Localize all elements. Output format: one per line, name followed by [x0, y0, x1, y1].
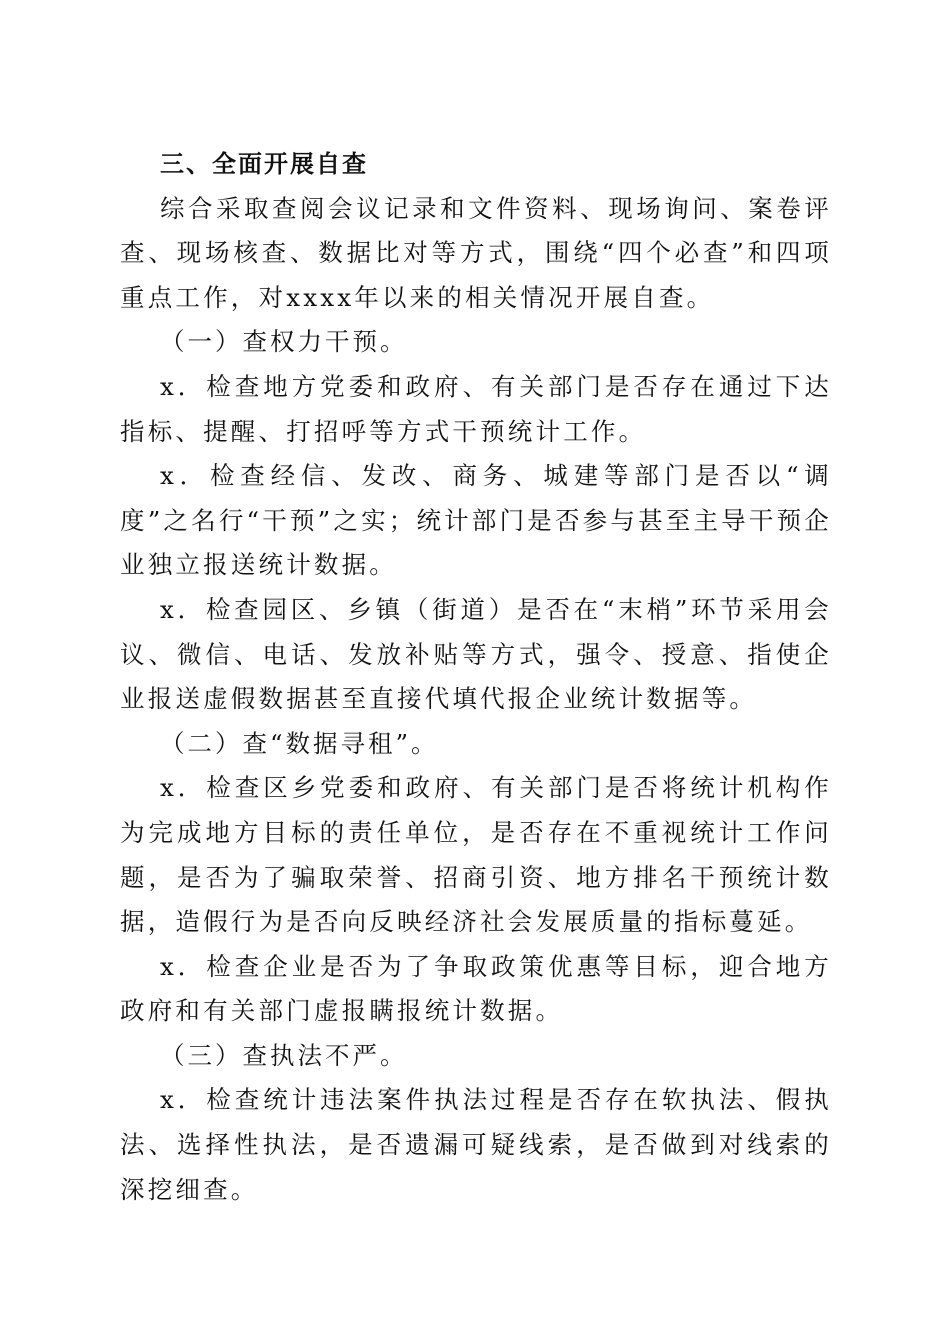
list-item: x．检查区乡党委和政府、有关部门是否将统计机构作为完成地方目标的责任单位，是否存在不重视统计工作问题，是否为了骗取荣誉、招商引资、地方排名干预统计数据，造假行为是否向反映经济社会发展质量的指标蔓延。: [120, 773, 832, 937]
intro-paragraph: 综合采取查阅会议记录和文件资料、现场询问、案卷评查、现场核查、数据比对等方式，围绕“四个必查”和四项重点工作，对xxxx年以来的相关情况开展自查。: [120, 193, 832, 312]
list-item: x．检查经信、发改、商务、城建等部门是否以“调度”之名行“干预”之实；统计部门是否参与甚至主导干预企业独立报送统计数据。: [120, 461, 832, 580]
list-item: x．检查地方党委和政府、有关部门是否存在通过下达指标、提醒、打招呼等方式干预统计工作。: [120, 371, 832, 446]
list-item: x．检查统计违法案件执法过程是否存在软执法、假执法、选择性执法，是否遗漏可疑线索，是否做到对线索的深挖细查。: [120, 1085, 832, 1204]
document-body: [120, 142, 832, 1212]
list-item: x．检查企业是否为了争取政策优惠等目标，迎合地方政府和有关部门虚报瞒报统计数据。: [120, 951, 832, 1026]
subsection-heading-3: （三）查执法不严。: [160, 1040, 408, 1070]
section-heading: 三、全面开展自查: [160, 150, 368, 178]
list-item: x．检查园区、乡镇（街道）是否在“末梢”环节采用会议、微信、电话、发放补贴等方式，强令、授意、指使企业报送虚假数据甚至直接代填代报企业统计数据等。: [120, 594, 832, 714]
subsection-heading-1: （一）查权力干预。: [160, 327, 408, 357]
subsection-heading-2: （二）查“数据寻租”。: [160, 728, 439, 758]
